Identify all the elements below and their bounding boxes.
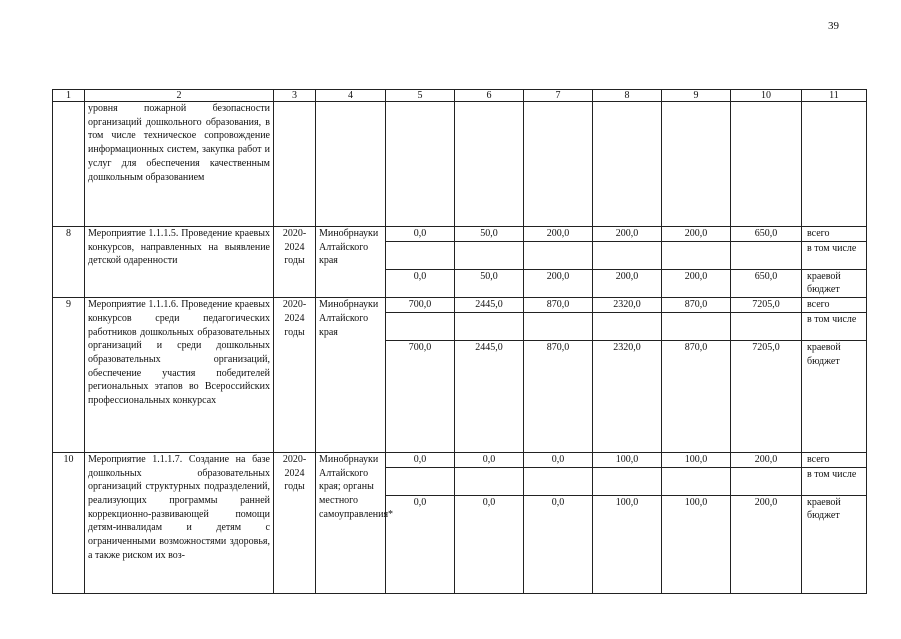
activity-executor: Минобрнауки Алтайского края	[316, 298, 386, 453]
funding-label-total: всего	[802, 227, 867, 242]
amount-total-2022: 0,0	[524, 452, 593, 467]
amount-budget-2020: 0,0	[386, 269, 455, 297]
amount-total-2024: 100,0	[662, 452, 731, 467]
funding-label-regional-budget: краевой бюджет	[802, 495, 867, 593]
header-cell: 1	[53, 90, 85, 102]
header-cell: 11	[802, 90, 867, 102]
amount-budget-2023: 200,0	[593, 269, 662, 297]
amount-total-2021: 2445,0	[455, 298, 524, 313]
funding-label-including: в том числе	[802, 467, 867, 495]
amount-total-2024: 200,0	[662, 227, 731, 242]
header-cell: 3	[274, 90, 316, 102]
amount-budget-2020: 700,0	[386, 340, 455, 452]
amount-total-sum: 7205,0	[731, 298, 802, 313]
table-row	[53, 227, 867, 242]
amount-budget-2021: 2445,0	[455, 340, 524, 452]
amount-budget-2024: 870,0	[662, 340, 731, 452]
amount-total-2023: 200,0	[593, 227, 662, 242]
header-cell: 10	[731, 90, 802, 102]
activity-description: уровня пожарной безопасности организаций дошкольного образования, в том числе техническое сопровождение информационных систем, закупка работ и услуг для обеспечения качественным дошкольным образованием	[85, 102, 274, 227]
amount-total-2020: 0,0	[386, 452, 455, 467]
activity-description: Мероприятие 1.1.1.7. Создание на базе дошкольных образовательных организаций структурных подразделений, реализующих программы ранней коррекционно-развивающей помощи детям-инвалидам и детям с ограниченными возможностями здоровья, а также риском их воз-	[85, 452, 274, 593]
activity-years: 2020-2024 годы	[274, 227, 316, 298]
row-number	[53, 102, 85, 227]
amount-total-2023: 2320,0	[593, 298, 662, 313]
activity-executor: Минобрнауки Алтайского края	[316, 227, 386, 298]
continuation-row	[53, 102, 867, 227]
amount-budget-2021: 0,0	[455, 495, 524, 593]
amount-budget-sum: 7205,0	[731, 340, 802, 452]
amount-total-2024: 870,0	[662, 298, 731, 313]
amount-total-2021: 0,0	[455, 452, 524, 467]
funding-label-total: всего	[802, 298, 867, 313]
activity-years: 2020-2024 годы	[274, 298, 316, 453]
header-cell: 7	[524, 90, 593, 102]
header-cell: 9	[662, 90, 731, 102]
page-number: 39	[828, 20, 839, 32]
amount-total-2021: 50,0	[455, 227, 524, 242]
column-number-header	[53, 90, 867, 102]
header-cell: 8	[593, 90, 662, 102]
program-activities-table	[52, 89, 867, 594]
amount-budget-2023: 2320,0	[593, 340, 662, 452]
amount-budget-2022: 870,0	[524, 340, 593, 452]
row-number: 9	[53, 298, 85, 453]
activity-description: Мероприятие 1.1.1.5. Проведение краевых конкурсов, направленных на выявление детской одаренности	[85, 227, 274, 298]
amount-budget-2020: 0,0	[386, 495, 455, 593]
activity-description: Мероприятие 1.1.1.6. Проведение краевых конкурсов среди педагогических работников дошкольных образовательных организаций и среди дошкольных образовательных организаций, обеспечение участия победителей региональных этапов во Всероссийских профессиональных конкурсах	[85, 298, 274, 453]
funding-label-including: в том числе	[802, 241, 867, 269]
activity-executor: Минобрнауки Алтайского края; органы местного самоуправления*	[316, 452, 386, 593]
table-row	[53, 298, 867, 313]
header-cell: 6	[455, 90, 524, 102]
amount-budget-2022: 0,0	[524, 495, 593, 593]
funding-label-regional-budget: краевой бюджет	[802, 269, 867, 297]
amount-total-2022: 870,0	[524, 298, 593, 313]
amount-total-sum: 200,0	[731, 452, 802, 467]
amount-total-2023: 100,0	[593, 452, 662, 467]
amount-total-2020: 0,0	[386, 227, 455, 242]
table-row	[53, 452, 867, 467]
amount-budget-2024: 100,0	[662, 495, 731, 593]
header-cell: 2	[85, 90, 274, 102]
amount-total-2020: 700,0	[386, 298, 455, 313]
funding-label-total: всего	[802, 452, 867, 467]
amount-budget-sum: 650,0	[731, 269, 802, 297]
header-cell: 5	[386, 90, 455, 102]
row-number: 10	[53, 452, 85, 593]
amount-budget-sum: 200,0	[731, 495, 802, 593]
amount-total-sum: 650,0	[731, 227, 802, 242]
row-number: 8	[53, 227, 85, 298]
amount-total-2022: 200,0	[524, 227, 593, 242]
amount-budget-2021: 50,0	[455, 269, 524, 297]
funding-label-including: в том числе	[802, 312, 867, 340]
amount-budget-2024: 200,0	[662, 269, 731, 297]
amount-budget-2022: 200,0	[524, 269, 593, 297]
amount-budget-2023: 100,0	[593, 495, 662, 593]
activity-years: 2020-2024 годы	[274, 452, 316, 593]
header-cell: 4	[316, 90, 386, 102]
funding-label-regional-budget: краевой бюджет	[802, 340, 867, 452]
